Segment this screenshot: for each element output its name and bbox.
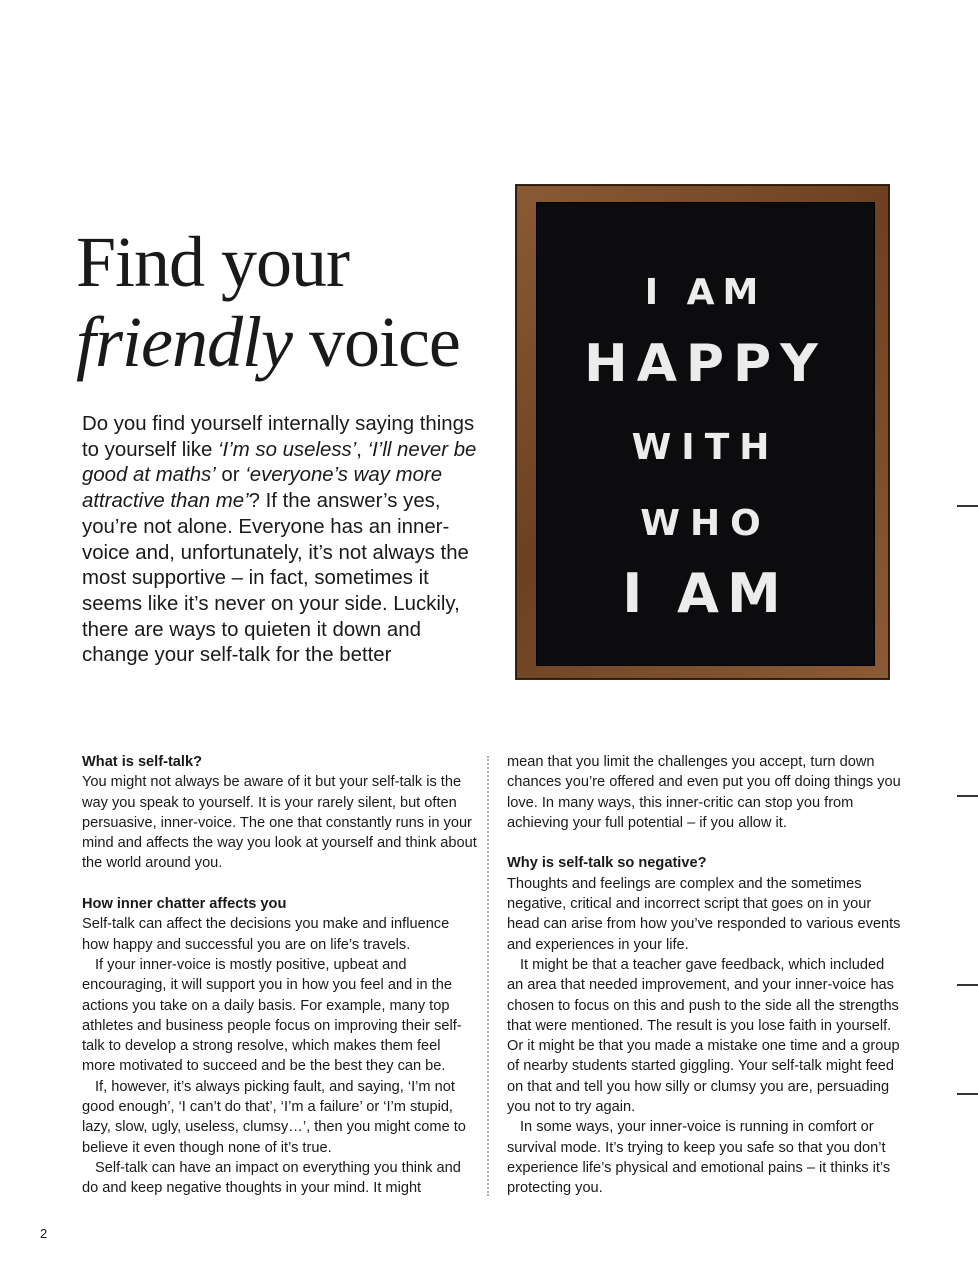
intro-quote-1: ‘I’m so useless’ bbox=[218, 438, 357, 461]
letterboard-surface bbox=[536, 202, 875, 666]
intro-quote-2: ‘I’ll never be good at maths’ bbox=[82, 438, 477, 487]
paragraph: You might not always be aware of it but your self-talk is the way you speak to yourself. It is your rarely silent, but often persuasive, inner-voice. The one that constantly runs in your mind and affects the way you look at yourself and think about the world around you. bbox=[82, 774, 477, 872]
left-column bbox=[82, 752, 477, 1199]
margin-tick-mark bbox=[957, 505, 978, 507]
paragraph: Thoughts and feelings are complex and the sometimes negative, critical and incorrect script that goes on in your head can arise from how you’ve responded to various events and experiences in your life. bbox=[507, 875, 901, 953]
heading-what-is-self-talk: What is self-talk? bbox=[82, 754, 203, 770]
intro-quote-3: ‘everyone’s way more attractive than me’ bbox=[82, 464, 443, 513]
heading-inner-chatter: How inner chatter affects you bbox=[82, 896, 287, 913]
right-column bbox=[507, 752, 902, 1199]
paragraph: It might be that a teacher gave feedback, which included an area that needed improvement, and your inner-voice has chosen to focus on this and push to the side all the strengths that were mentioned. The result is you lose faith in yourself. Or it might be that you made a mistake one time and a group of nearby students started giggling. Your self-talk might feed on that and tell you how silly or clumsy you are, persuading you not to try again. bbox=[507, 956, 900, 1116]
paragraph: Self-talk can have an impact on everything you think and do and keep negative thoughts in your mind. It might bbox=[82, 1159, 461, 1197]
intro-text-1: Do you find yourself internally saying things to yourself like bbox=[82, 413, 475, 461]
title-italic-word: friendly bbox=[76, 302, 292, 382]
page-title bbox=[76, 222, 460, 382]
letterboard-image bbox=[515, 184, 890, 680]
paragraph: If your inner-voice is mostly positive, upbeat and encouraging, it will support you in how you feel and in the actions you take on a daily basis. For example, many top athletes and business people focus on improving their self-talk to develop a strong resolve, which makes them feel more motivated to succeed and be the best they can be. bbox=[82, 956, 462, 1075]
column-divider bbox=[487, 756, 489, 1196]
letterboard-line-5: I AM bbox=[622, 562, 789, 625]
title-line-2-rest: voice bbox=[291, 302, 460, 382]
paragraph: If, however, it’s always picking fault, and saying, ‘I’m not good enough’, ‘I can’t do that’, ‘I’m a failure’ or ‘I’m stupid, lazy, slow, ugly, useless, clumsy…’, then you might come to believe it even though none of it’s true. bbox=[82, 1078, 466, 1156]
letterboard-line-1: I AM bbox=[644, 272, 767, 313]
paragraph: Self-talk can affect the decisions you make and influence how happy and successful you are on life’s travels. bbox=[82, 916, 450, 953]
title-line-1: Find your bbox=[76, 222, 350, 302]
letterboard-line-4: WHO bbox=[640, 503, 771, 544]
letterboard-line-3: WITH bbox=[631, 427, 780, 468]
page-number: 2 bbox=[40, 1226, 48, 1241]
paragraph: mean that you limit the challenges you accept, turn down chances you’re offered and even put you off doing things you love. In many ways, this inner-critic can stop you from achieving your full potential – if you allow it. bbox=[507, 754, 901, 831]
letterboard-line-2: HAPPY bbox=[584, 334, 827, 394]
intro-paragraph bbox=[82, 412, 482, 669]
heading-why-negative: Why is self-talk so negative? bbox=[507, 855, 707, 872]
paragraph: In some ways, your inner-voice is running in comfort or survival mode. It’s trying to keep you safe so that you don’t experience life’s physical and emotional pains – it thinks it’s protecting you. bbox=[507, 1119, 891, 1197]
margin-tick-mark bbox=[957, 1093, 978, 1095]
intro-text-4: ? If the answer’s yes, you’re not alone. Everyone has an inner-voice and, unfortunately, it’s not always the most supportive – in fact, sometimes it seems like it’s never on your side. Luckily, there are ways to quieten it down and change your self-talk for the better bbox=[82, 490, 469, 667]
intro-text-2: , bbox=[356, 438, 368, 461]
intro-text-3: or bbox=[215, 464, 246, 487]
margin-tick-mark bbox=[957, 984, 978, 986]
margin-tick-mark bbox=[957, 795, 978, 797]
